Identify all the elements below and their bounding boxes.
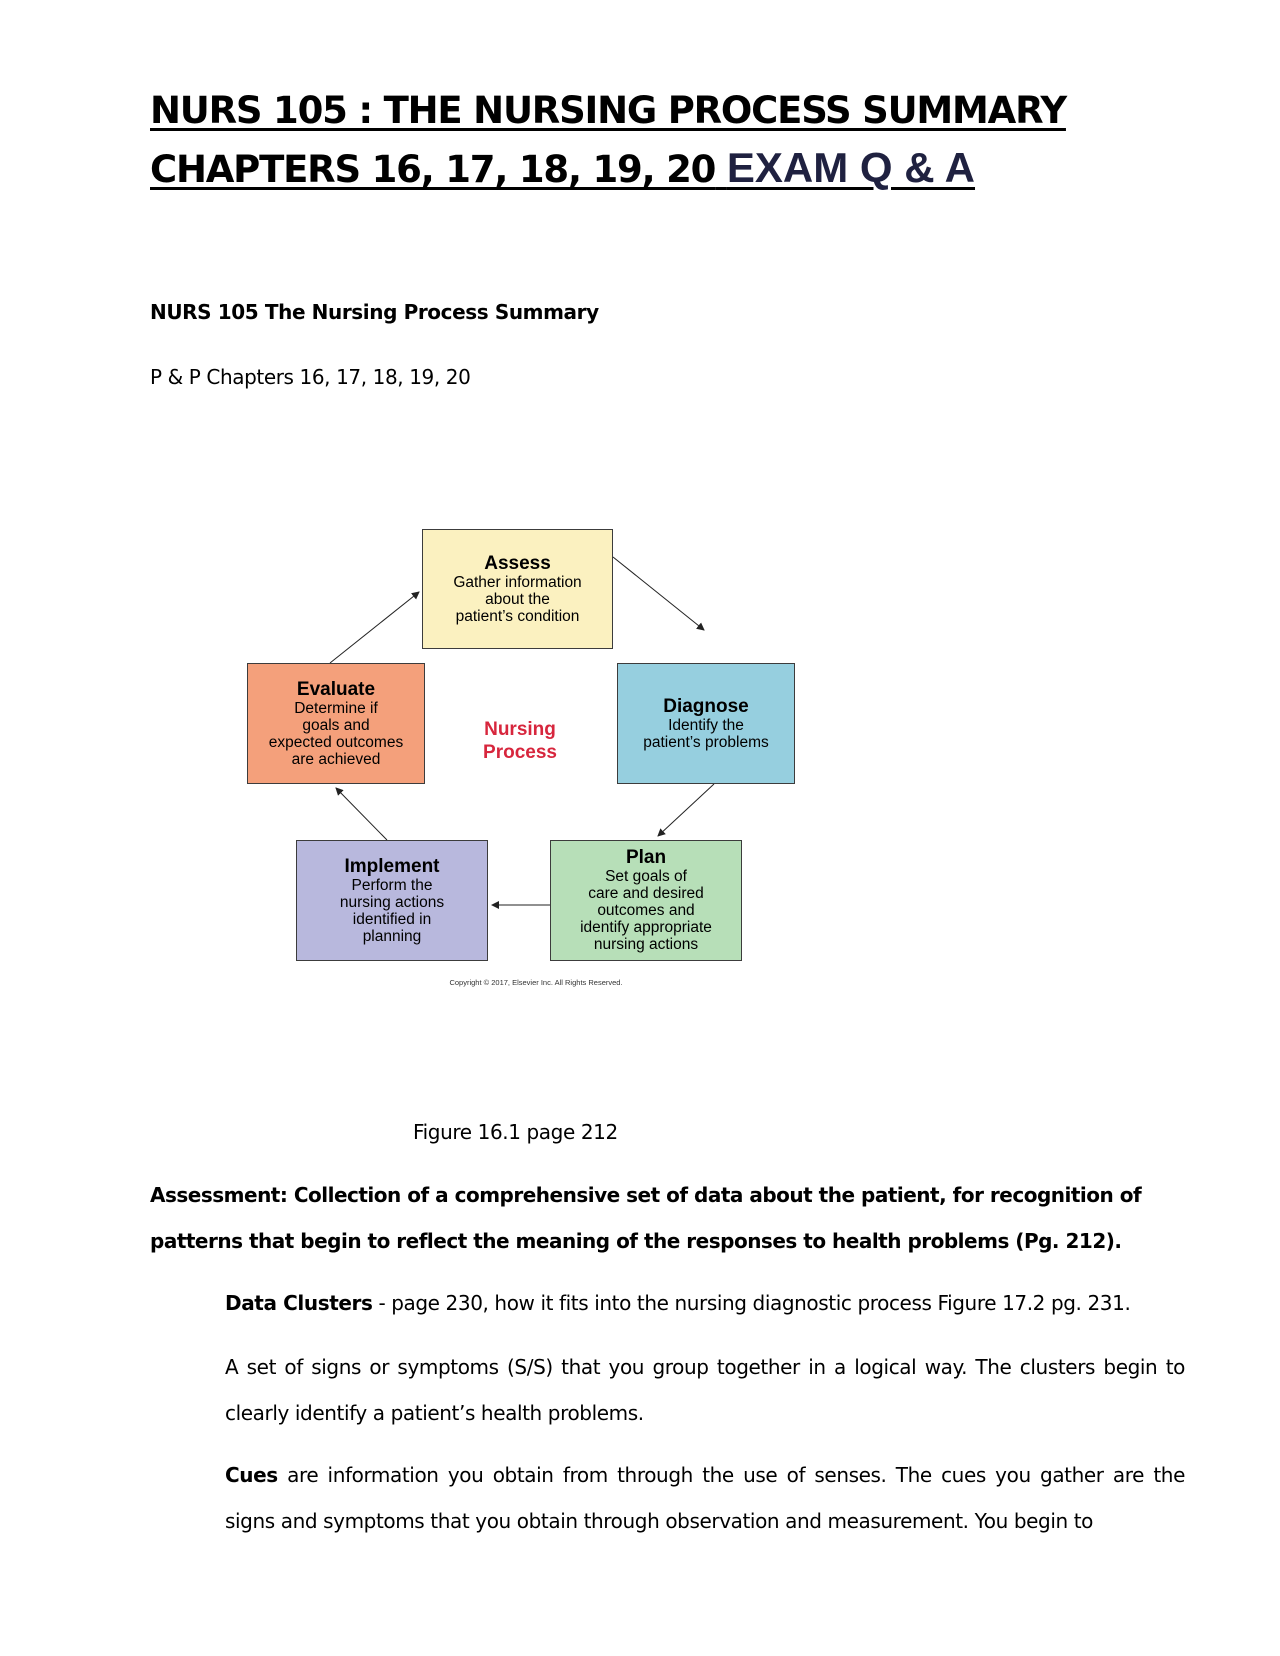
evaluate-desc-line: goals and	[302, 716, 370, 734]
assess-title: Assess	[484, 552, 551, 574]
implement-desc	[334, 877, 450, 945]
evaluate-desc-line: are achieved	[291, 750, 381, 768]
plan-desc-line: outcomes and	[597, 902, 695, 919]
implement-title: Implement	[344, 855, 440, 877]
plan-title: Plan	[625, 847, 667, 868]
implement-desc-line: nursing actions	[339, 893, 445, 911]
diagnose-desc-line: patient’s problems	[643, 733, 769, 751]
title-emphasis: EXAM Q & A	[726, 144, 976, 191]
page-title	[150, 82, 1150, 198]
arrow-diagnose-to-plan	[658, 784, 714, 836]
document-subtitle: NURS 105 The Nursing Process Summary	[150, 300, 599, 324]
figure-copyright: Copyright © 2017, Elsevier Inc. All Rights Reserved.	[449, 978, 623, 987]
diagnose-desc-line: Identify the	[668, 716, 744, 734]
plan-desc	[574, 868, 718, 953]
signs-symptoms-paragraph: A set of signs or symptoms (S/S) that you group together in a logical way. The clusters begin to clearly identify a patient’s health problems.	[225, 1355, 1185, 1425]
center-label-line: Nursing	[484, 719, 556, 740]
plan-desc-line: care and desired	[588, 885, 704, 902]
plan-desc-line: Set goals of	[605, 868, 687, 885]
evaluate-box	[247, 663, 425, 784]
implement-desc-line: planning	[362, 927, 422, 945]
title-line-1: NURS 105 : THE NURSING PROCESS SUMMARY	[150, 89, 1066, 132]
nursing-process-label	[440, 718, 600, 764]
chapters-line: P & P Chapters 16, 17, 18, 19, 20	[150, 365, 471, 389]
evaluate-desc-line: expected outcomes	[268, 733, 404, 751]
diagnose-title: Diagnose	[663, 695, 749, 717]
assessment-definition: Assessment: Collection of a comprehensive set of data about the patient, for recognition of patterns that begin to reflect the meaning of the responses to health problems (Pg. 212).	[150, 1183, 1142, 1253]
center-label-line: Process	[483, 742, 557, 763]
implement-desc-line: identified in	[352, 910, 432, 928]
diagnose-box	[617, 663, 795, 784]
title-line-2: CHAPTERS 16, 17, 18, 19, 20	[150, 148, 716, 191]
arrow-assess-to-diagnose	[613, 557, 704, 630]
data-clusters-term: Data Clusters	[225, 1291, 373, 1315]
assess-desc-line: Gather information	[453, 573, 582, 591]
figure-caption: Figure 16.1 page 212	[413, 1120, 618, 1144]
arrow-implement-to-evaluate	[336, 788, 387, 840]
plan-desc-line: nursing actions	[593, 936, 699, 953]
nursing-process-figure	[230, 520, 830, 1000]
evaluate-desc-line: Determine if	[294, 699, 378, 717]
assess-box	[422, 529, 613, 649]
assess-desc-line: about the	[485, 590, 550, 608]
plan-desc-line: identify appropriate	[580, 919, 712, 936]
assess-desc-line: patient’s condition	[455, 607, 580, 625]
arrow-evaluate-to-assess	[330, 592, 419, 663]
plan-box	[550, 840, 742, 961]
assess-desc	[447, 574, 587, 625]
cues-paragraph	[225, 1452, 1185, 1544]
data-clusters-paragraph	[225, 1280, 1185, 1326]
evaluate-title: Evaluate	[296, 678, 376, 700]
implement-box	[296, 840, 488, 961]
cues-text: are information you obtain from through the use of senses. The cues you gather are the signs and symptoms that you obtain through observation and measurement. You begin to	[225, 1463, 1185, 1533]
implement-desc-line: Perform the	[351, 876, 433, 894]
cues-term: Cues	[225, 1463, 278, 1487]
diagnose-desc	[637, 717, 775, 751]
evaluate-desc	[263, 700, 409, 768]
data-clusters-text: - page 230, how it fits into the nursing diagnostic process Figure 17.2 pg. 231.	[372, 1291, 1131, 1315]
